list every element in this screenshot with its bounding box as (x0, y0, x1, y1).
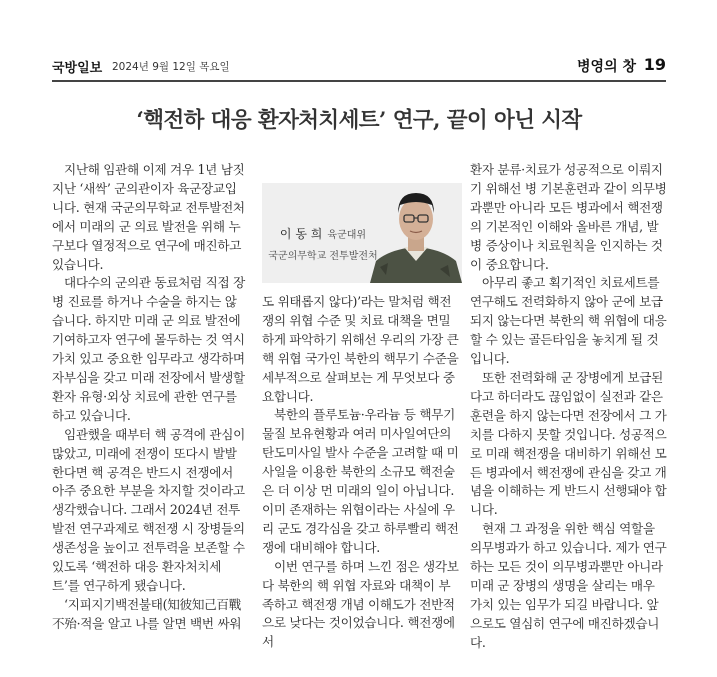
paragraph: 환자 분류·치료가 성공적으로 이뤄지기 위해선 병 기본훈련과 같이 의무병과뿐만 아니라 모든 병과에서 핵전쟁의 기본적인 이해와 올바른 개념, 발병 증상이나 치료원칙을 인지하는 것이 중요합니다. (470, 162, 667, 272)
header-divider (52, 80, 666, 82)
paragraph: 아무리 좋고 획기적인 치료세트를 연구해도 전력화하지 않아 군에 보급되지 않는다면 북한의 핵 위협에 대응할 수 있는 골든타임을 놓치게 될 것입니다. (470, 275, 667, 367)
text-column-left (52, 161, 248, 634)
author-photo-box (262, 183, 462, 283)
paragraph: 현재 그 과정을 위한 핵심 역할을 의무병과가 하고 있습니다. 제가 연구하는 모든 것이 의무병과뿐만 아니라 미래 군 장병의 생명을 살리는 매우 가치 있는 임무가 되길 바랍니다. 앞으로도 열심히 연구에 매진하겠습니다. (470, 521, 667, 650)
author-name: 이 동 희 (279, 227, 323, 241)
paragraph: ‘지피지기백전불태(知彼知己百戰不殆·적을 알고 나를 알면 백번 싸워 (52, 596, 242, 631)
masthead (52, 56, 666, 76)
text-column-right (470, 161, 668, 653)
paragraph: 지난해 임관해 이제 겨우 1년 남짓 지난 ‘새싹’ 군의관이자 육군장교입니다. 현재 국군의무학교 전투발전처에서 미래의 군 의료 발전을 위해 누구보다 열정적으로 연구에 매진하고 있습니다. (52, 162, 245, 272)
author-rank: 육군대위 (327, 230, 367, 241)
paragraph: 또한 전력화해 군 장병에게 보급된다고 하더라도 끊임없이 실전과 같은 훈련을 하지 않는다면 전장에서 그 가치를 다하지 못할 것입니다. 성공적으로 미래 핵전쟁을 대비하기 위해선 모든 병과에서 핵전쟁에 관심을 갖고 개념을 이해하는 게 반드시 선행돼야 합니다. (470, 369, 667, 518)
issue-date: 2024년 9월 12일 목요일 (112, 61, 230, 73)
paragraph: 도 위태롭지 않다)’라는 말처럼 핵전쟁의 위협 수준 및 치료 대책을 면밀하게 파악하기 위해선 우리의 가장 큰 핵 위협 국가인 북한의 핵무기 수준을 세부적으로 살펴보는 게 무엇보다 중요합니다. (262, 294, 459, 404)
article-headline: ‘핵전하 대응 환자처치세트’ 연구, 끝이 아닌 시작 (136, 108, 582, 133)
paragraph: 이번 연구를 하며 느낀 점은 생각보다 북한의 핵 위협 자료와 대책이 부족하고 핵전쟁 개념 이해도가 전반적으로 낮다는 것이었습니다. 핵전쟁에서 (262, 558, 459, 650)
paragraph: 북한의 플루토늄·우라늄 등 핵무기 물질 보유현황과 여러 미사일여단의 탄도미사일 발사 수준을 고려할 때 미사일을 이용한 북한의 소규모 핵전술은 더 이상 먼 미래의 일이 아닙니다. 이미 존재하는 위협이라는 사실에 우리 군도 경각심을 갖고 하루빨리 핵전쟁에 대비해야 합니다. (262, 407, 459, 555)
page-number: 19 (643, 55, 666, 74)
author-credit (262, 223, 384, 262)
newspaper-name: 국방일보 (52, 61, 103, 76)
paragraph: 대다수의 군의관 동료처럼 직접 장병 진료를 하거나 수술을 하지는 않습니다. 하지만 미래 군 의료 발전에 기여하고자 연구에 몰두하는 것 역시 가치 있고 중요한 임무라고 생각하며 자부심을 갖고 미래 전장에서 발생할 환자 유형·외상 치료에 관한 연구를 하고 있습니다. (52, 275, 245, 423)
author-portrait (370, 183, 462, 283)
paragraph: 임관했을 때부터 핵 공격에 관심이 많았고, 미래에 전쟁이 또다시 발발한다면 핵 공격은 반드시 전쟁에서 아주 중요한 부분을 차지할 것이라고 생각했습니다. 그래서 2024년 전투 발전 연구과제로 핵전쟁 시 장병들의 생존성을 높이고 전투력을 보존할 수 있도록 ‘핵전하 대응 환자처치세트’를 연구하게 됐습니다. (52, 426, 245, 593)
text-column-middle (262, 293, 462, 652)
author-affiliation: 국군의무학교 전투발전처 (268, 251, 378, 262)
section-title: 병영의 창 (577, 59, 636, 75)
